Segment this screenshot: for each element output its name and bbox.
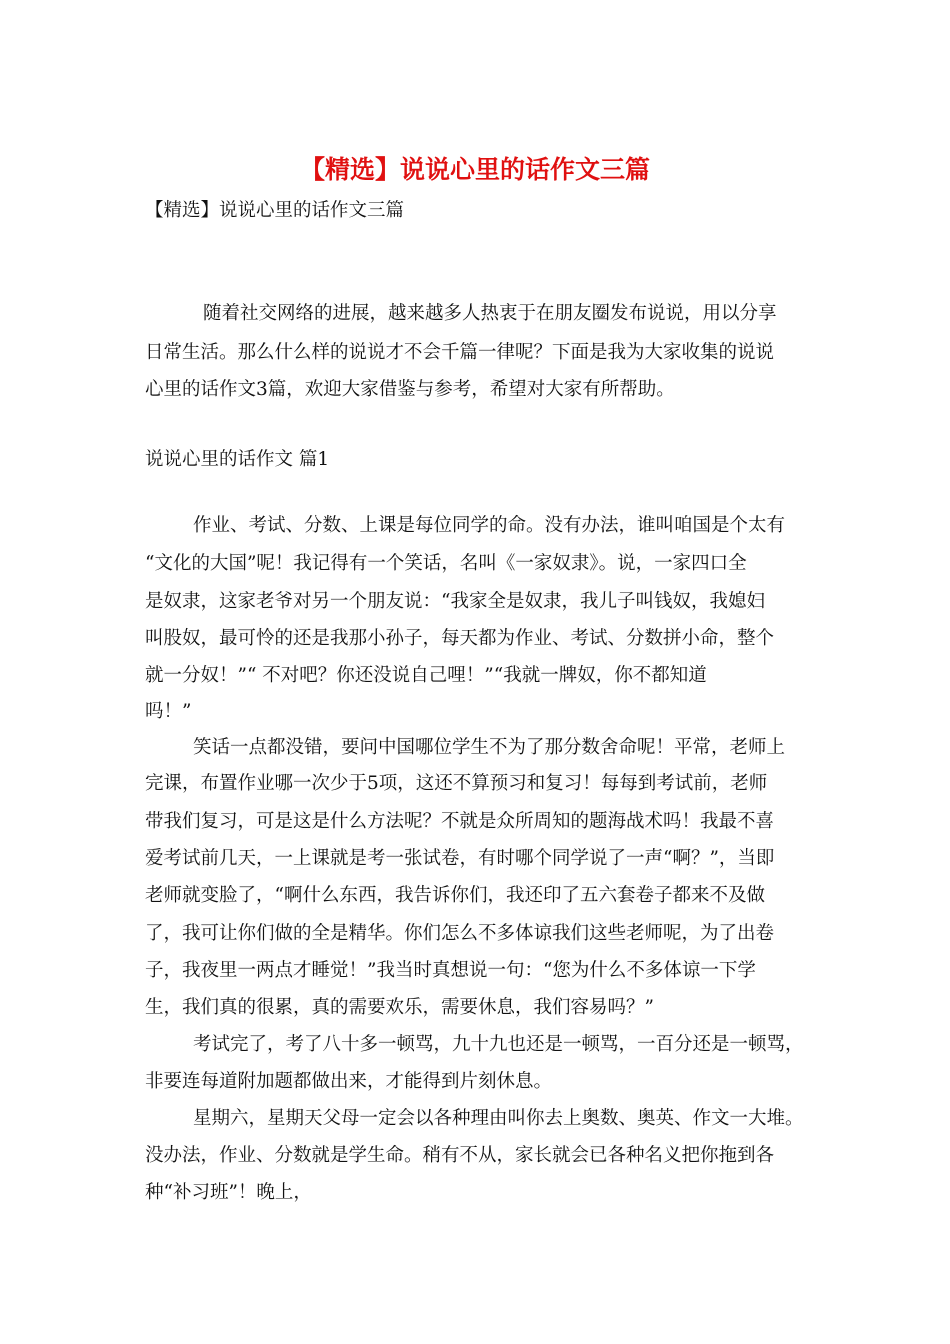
paragraph-line: 带我们复习，可是这是什么方法呢？不就是众所周知的题海战术吗！我最不喜 (145, 811, 775, 832)
paragraph-line: 完课，布置作业哪一次少于5项，这还不算预习和复习！每每到考试前，老师 (145, 773, 768, 794)
paragraph-line: 叫股奴，最可怜的还是我那小孙子，每天都为作业、考试、分数拼小命，整个 (145, 628, 775, 649)
paragraph-line: 作业、考试、分数、上课是每位同学的命。没有办法，谁叫咱国是个太有 (193, 515, 786, 536)
section-heading: 说说心里的话作文 篇1 (145, 449, 330, 470)
document-subtitle: 【精选】说说心里的话作文三篇 (145, 200, 405, 221)
paragraph-line: 没办法，作业、分数就是学生命。稍有不从，家长就会已各种名义把你拖到各 (145, 1145, 775, 1166)
paragraph-line: 考试完了，考了八十多一顿骂，九十九也还是一顿骂，一百分还是一顿骂， (193, 1034, 804, 1055)
paragraph-line: 就一分奴！”“ 不对吧？你还没说自己哩！”“我就一牌奴，你不都知道 (145, 665, 707, 686)
paragraph-line: 笑话一点都没错，要问中国哪位学生不为了那分数舍命呢！平常，老师上 (193, 737, 786, 758)
paragraph-line: 爱考试前几天，一上课就是考一张试卷，有时哪个同学说了一声“啊？”，当即 (145, 848, 775, 869)
paragraph-line: 种“补习班”！晚上， (145, 1182, 312, 1203)
paragraph-line: 了，我可让你们做的全是精华。你们怎么不多体谅我们这些老师呢，为了出卷 (145, 923, 775, 944)
paragraph-line: 星期六，星期天父母一定会以各种理由叫你去上奥数、奥英、作文一大堆。 (193, 1108, 804, 1129)
intro-line: 日常生活。那么什么样的说说才不会千篇一律呢？下面是我为大家收集的说说 (145, 342, 775, 363)
paragraph-line: 是奴隶，这家老爷对另一个朋友说：“我家全是奴隶，我儿子叫钱奴，我媳妇 (145, 591, 765, 612)
paragraph-line: 生，我们真的很累，真的需要欢乐，需要休息，我们容易吗？” (145, 997, 654, 1018)
paragraph-line: 吗！” (145, 701, 192, 722)
intro-line: 随着社交网络的进展，越来越多人热衷于在朋友圈发布说说，用以分享 (203, 303, 777, 324)
intro-line: 心里的话作文3篇，欢迎大家借鉴与参考，希望对大家有所帮助。 (145, 379, 675, 400)
paragraph-line: 非要连每道附加题都做出来，才能得到片刻休息。 (145, 1071, 553, 1092)
paragraph-line: 子，我夜里一两点才睡觉！”我当时真想说一句：“您为什么不多体谅一下学 (145, 960, 756, 981)
paragraph-line: “文化的大国”呢！我记得有一个笑话，名叫《一家奴隶》。说，一家四口全 (145, 553, 747, 574)
document-title: 【精选】说说心里的话作文三篇 (299, 155, 650, 184)
paragraph-line: 老师就变脸了，“啊什么东西，我告诉你们，我还印了五六套卷子都来不及做 (145, 885, 765, 906)
